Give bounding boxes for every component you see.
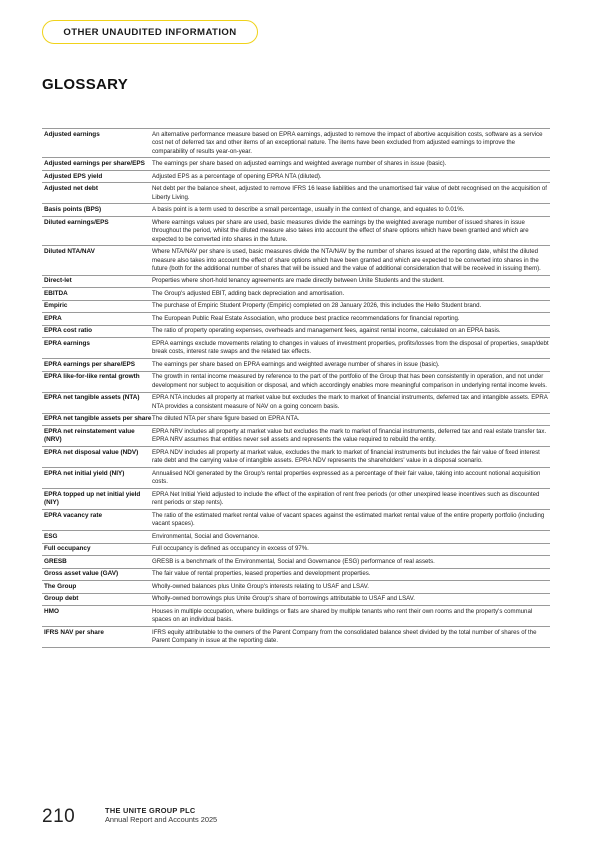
glossary-row [42,627,550,648]
glossary-term: Empiric [44,302,68,310]
glossary-definition: The European Public Real Estate Association, who produce best practice recommendations for financial reporting. [152,314,460,322]
glossary-row [42,447,550,468]
glossary-term: Direct-let [44,277,72,285]
glossary-definition: Full occupancy is defined as occupancy in excess of 97%. [152,545,309,553]
glossary-row [42,183,550,204]
glossary-term: EPRA net initial yield (NIY) [44,469,125,477]
glossary-definition: The diluted NTA per share figure based on EPRA NTA. [152,415,300,423]
glossary-definition: The growth in rental income measured by reference to the part of the portfolio of the Group that has been consistently in operation, and not under development nor subject to acquisition or disposal, and which accordingly enables more meaningful comparison in underlying rental income levels. [152,373,547,389]
glossary-row [42,276,550,288]
glossary-row [42,158,550,170]
glossary-row [42,510,550,531]
glossary-row [42,414,550,426]
glossary-row [42,606,550,627]
glossary-term: Diluted NTA/NAV [44,248,95,255]
glossary-definition: EPRA NTA includes all property at market value but excludes the mark to market of financial instruments, deferred tax and intangible assets. EPRA NTA provides a consistent measure of NAV on a going concern basis. [152,394,548,410]
glossary-term: ESG [44,532,58,540]
glossary-definition: EPRA NDV includes all property at market value, excludes the mark to market of financial instruments but includes the fair value of fixed interest rate debt and the carrying value of intangible assets. EPRA NDV represents the shareholders' value in a disposal scenario. [152,448,540,465]
glossary-row [42,246,550,275]
section-label-text: OTHER UNAUDITED INFORMATION [63,26,237,38]
glossary-definition: The fair value of rental properties, leased properties and development properties. [152,570,371,578]
section-label [42,20,258,44]
glossary-row [42,338,550,359]
glossary-row [42,326,550,338]
glossary-term: EPRA net tangible assets per share [44,415,152,423]
glossary-term: EPRA like-for-like rental growth [44,373,140,381]
glossary-row [42,372,550,393]
glossary-definition: An alternative performance measure based on EPRA earnings, adjusted to remove the impact of abortive acquisition costs, software as a service cost net of deferred tax and other items of an exceptional nature. The items have been excluded from adjusted earnings to improve the comparability of results year-on-year. [152,130,543,155]
glossary-term: Adjusted EPS yield [44,172,103,180]
glossary-term: Adjusted earnings [44,130,100,138]
glossary-row [42,556,550,568]
glossary-term: Adjusted net debt [44,185,98,193]
glossary-definition: The earnings per share based on adjusted earnings and weighted average number of shares in issue (basic). [152,160,447,168]
glossary-definition: Adjusted EPS as a percentage of opening EPRA NTA (diluted). [152,172,322,180]
glossary-row [42,531,550,543]
glossary-definition: The earnings per share based on EPRA earnings and weighted average number of shares in issue (basic). [152,360,440,368]
glossary-definition: Where earnings values per share are used, basic measures divide the earnings by the weighted average number of issued shares in issue throughout the period, whilst the diluted measure also takes into account the effect of share options which have been granted and which are expected to be converted into shares in the future. [152,218,529,243]
glossary-row [42,581,550,593]
glossary-row [42,468,550,489]
glossary-term: EBITDA [44,289,68,297]
glossary-definition: The purchase of Empiric Student Property (Empiric) completed on 28 January 2026, this includes the Hello Student brand. [152,302,482,310]
glossary-definition: GRESB is a benchmark of the Environmental, Social and Governance (ESG) performance of real assets. [152,557,435,565]
glossary-definition: The ratio of the estimated market rental value of vacant spaces against the estimated market rental value of the entire property portfolio (including vacant spaces). [152,511,545,528]
glossary-definition: Properties where short-hold tenancy agreements are made directly between Unite Students and the student. [152,277,444,285]
glossary-definition: The ratio of property operating expenses, overheads and management fees, against rental income, calculated on an EPRA basis. [152,327,501,335]
glossary-definition: EPRA NRV includes all property at market value but excludes the mark to market of financial instruments, deferred tax and real estate transfer tax. EPRA NRV assumes that entities never sell assets and represents the value required to rebuild the entity. [152,427,547,444]
glossary-row [42,128,550,158]
glossary-definition: Wholly-owned borrowings plus Unite Group's share of borrowings attributable to USAF and LSAV. [152,595,415,603]
glossary-term: EPRA vacancy rate [44,511,103,519]
glossary-term: The Group [44,582,77,590]
glossary-row [42,594,550,606]
glossary-definition: Houses in multiple occupation, where buildings or flats are shared by multiple tenants who rent their own rooms and the property's communal spaces on an individual basis. [152,607,533,624]
glossary-term: IFRS NAV per share [44,628,104,636]
glossary-definition: A basis point is a term used to describe a small percentage, usually in the context of change, and equates to 0.01%. [152,206,465,214]
glossary-term: EPRA earnings [44,339,90,347]
glossary-term: EPRA earnings per share/EPS [44,360,136,368]
glossary-row [42,489,550,510]
glossary-row [42,171,550,183]
glossary-definition: Wholly-owned balances plus Unite Group's interests relating to USAF and LSAV. [152,582,369,590]
footer-document: Annual Report and Accounts 2025 [105,815,218,824]
glossary-term: EPRA net reinstatement value (NRV) [44,427,135,444]
glossary-row [42,204,550,216]
glossary-definition: Net debt per the balance sheet, adjusted to remove IFRS 16 lease liabilities and the unamortised fair value of debt recognised on the acquisition of Liberty Living. [152,185,547,201]
page-number: 210 [42,806,76,827]
glossary-term: Group debt [44,595,79,603]
glossary-definition: EPRA earnings exclude movements relating to changes in values of investment properties, profits/losses from the disposal of properties, swap/debt break costs, interest rate swaps and the related tax effects. [152,339,549,356]
glossary-definition: EPRA Net Initial Yield adjusted to include the effect of the expiration of rent free periods (or other unexpired lease incentives such as discounted rent periods or step rents). [152,490,540,507]
glossary-term: Diluted earnings/EPS [44,218,109,226]
glossary-term: EPRA net disposal value (NDV) [44,448,139,456]
glossary-row [42,217,550,246]
glossary-row [42,359,550,371]
glossary-term: EPRA [44,314,62,322]
glossary-term: Basis points (BPS) [44,206,102,214]
footer-company: THE UNITE GROUP PLC [105,806,196,815]
glossary-row [42,393,550,414]
glossary-term: HMO [44,607,59,615]
glossary-row [42,313,550,325]
glossary-definition: Annualised NOI generated by the Group's rental properties expressed as a percentage of their fair value, taking into account notional acquisition costs. [152,469,541,486]
glossary-row [42,288,550,300]
glossary-term: EPRA cost ratio [44,327,93,335]
glossary-row [42,426,550,447]
glossary-definition: IFRS equity attributable to the owners of the Parent Company from the consolidated balance sheet divided by the total number of shares of the Parent Company in issue at the reporting date. [152,628,537,645]
glossary-term: EPRA topped up net initial yield (NIY) [44,490,141,507]
glossary-definition: The Group's adjusted EBIT, adding back depreciation and amortisation. [152,289,345,297]
glossary-term: EPRA net tangible assets (NTA) [44,394,140,402]
glossary-definition: Where NTA/NAV per share is used, basic measures divide the NTA/NAV by the number of shares issued at the reporting date, whilst the diluted measure also takes into account the effect of share options which have been granted and which are expected to be converted into shares in the future (both for the additional number of shares that will be issued and the value of additional consideration that will be received in issuing them). [152,248,541,272]
glossary-table [42,128,550,648]
glossary-definition: Environmental, Social and Governance. [152,532,260,540]
glossary-term: Full occupancy [44,545,91,553]
glossary-term: Gross asset value (GAV) [44,570,119,578]
glossary-row [42,301,550,313]
glossary-term: Adjusted earnings per share/EPS [44,160,145,168]
glossary-term: GRESB [44,557,67,565]
page-title: GLOSSARY [42,76,129,93]
glossary-row [42,569,550,581]
glossary-row [42,544,550,556]
